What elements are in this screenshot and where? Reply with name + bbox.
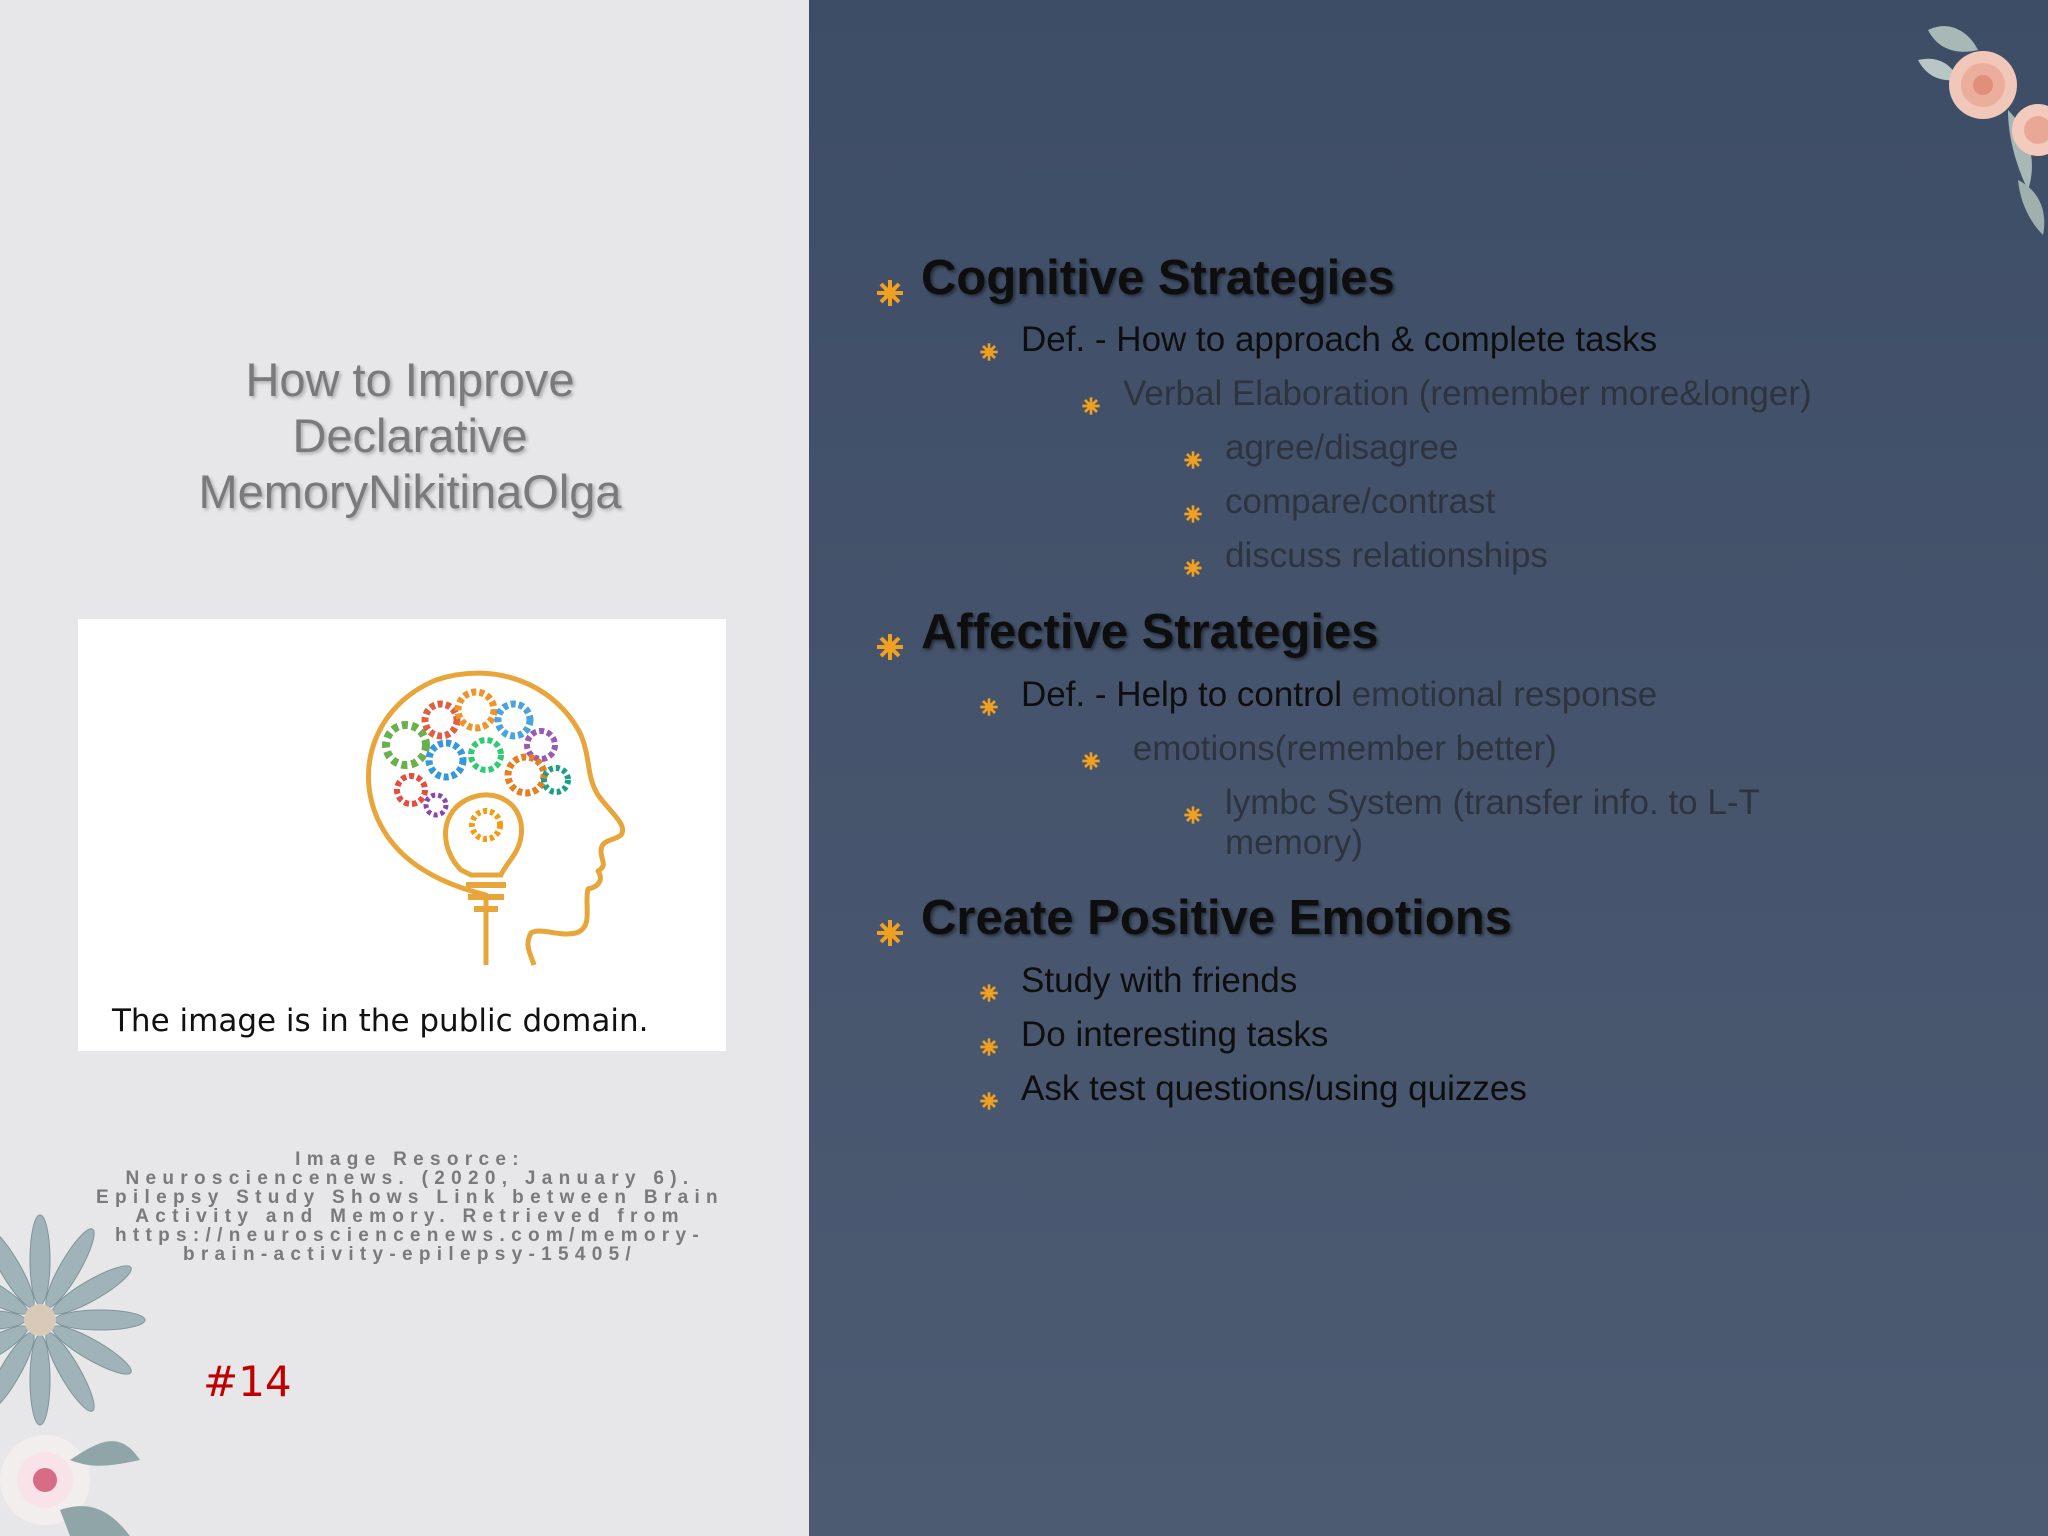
left-panel — [0, 0, 809, 1536]
title-line-2: Declarative — [292, 409, 528, 462]
list-item-text: compare/contrast — [1225, 482, 1496, 521]
list-item — [1183, 536, 1548, 587]
sub-point-text: Verbal Elaboration (remember more&longer) — [1123, 374, 1812, 413]
bullet-star-icon — [979, 686, 999, 726]
image-caption: The image is in the public domain. — [112, 1003, 649, 1039]
flower-decoration-icon — [0, 1210, 150, 1536]
list-item — [1183, 428, 1459, 479]
bullet-star-icon — [979, 1080, 999, 1120]
bullet-star-icon — [1183, 547, 1203, 587]
list-item — [1183, 482, 1495, 533]
bullet-star-icon — [979, 331, 999, 371]
bullet-star-icon — [1081, 385, 1101, 425]
verbal-elaboration — [1081, 374, 1812, 425]
list-item-text: Study with friends — [1021, 961, 1298, 1000]
reference-line-4: Activity and Memory. Retrieved from — [135, 1206, 685, 1227]
slide-number: #14 — [203, 1357, 292, 1406]
definition-text: Def. - How to approach & complete tasks — [1021, 320, 1658, 359]
right-panel — [809, 0, 2048, 1536]
bullet-star-icon — [1081, 740, 1101, 780]
heading-create-positive-emotions — [875, 890, 1512, 960]
bullet-star-icon — [1183, 794, 1203, 834]
reference-line-1: Image Resorce: — [295, 1149, 525, 1170]
list-item — [979, 961, 1297, 1012]
image-reference — [90, 1150, 730, 1264]
heading-text: Cognitive Strategies — [921, 251, 1395, 305]
bullet-star-icon — [1183, 439, 1203, 479]
definition-emphasis-text: emotional response — [1351, 675, 1658, 714]
bullet-star-icon — [1183, 493, 1203, 533]
list-item-text: Do interesting tasks — [1021, 1015, 1329, 1054]
affective-definition — [979, 675, 1657, 726]
title-line-3: MemoryNikitinaOlga — [198, 465, 622, 518]
slide-title — [110, 352, 710, 520]
list-item-text: Ask test questions/using quizzes — [1021, 1069, 1527, 1108]
definition-text: Def. - Help to control — [1021, 675, 1352, 714]
list-item-text: discuss relationships — [1225, 536, 1548, 575]
reference-line-2: Neurosciencenews. (2020, January 6). — [125, 1168, 695, 1189]
reference-line-5: https://neurosciencenews.com/memory- — [114, 1225, 705, 1246]
emotions-point — [1081, 729, 1557, 780]
reference-line-6: brain-activity-epilepsy-15405/ — [182, 1244, 638, 1265]
reference-line-3: Epilepsy Study Shows Link between Brain — [96, 1187, 724, 1208]
list-item-text: agree/disagree — [1225, 428, 1459, 467]
limbic-system-point — [1183, 783, 1805, 863]
heading-text: Affective Strategies — [921, 605, 1379, 659]
bullet-star-icon — [875, 618, 905, 674]
heading-affective-strategies — [875, 604, 1379, 674]
list-item — [979, 1015, 1328, 1066]
bullet-star-icon — [979, 1026, 999, 1066]
sub-point-text: emotions(remember better) — [1123, 729, 1557, 768]
detail-text: lymbc System (transfer info. to L-T memory) — [1225, 783, 1760, 862]
bullet-star-icon — [979, 972, 999, 1012]
heading-text: Create Positive Emotions — [921, 891, 1512, 945]
bullet-star-icon — [875, 264, 905, 320]
rose-decoration-icon — [1898, 10, 2048, 240]
brain-image — [78, 619, 726, 1051]
list-item — [979, 1069, 1527, 1120]
bullet-star-icon — [875, 904, 905, 960]
brain-gears-icon — [336, 665, 636, 975]
title-line-1: How to Improve — [245, 353, 575, 406]
heading-cognitive-strategies — [875, 250, 1395, 320]
cognitive-definition — [979, 320, 1657, 371]
